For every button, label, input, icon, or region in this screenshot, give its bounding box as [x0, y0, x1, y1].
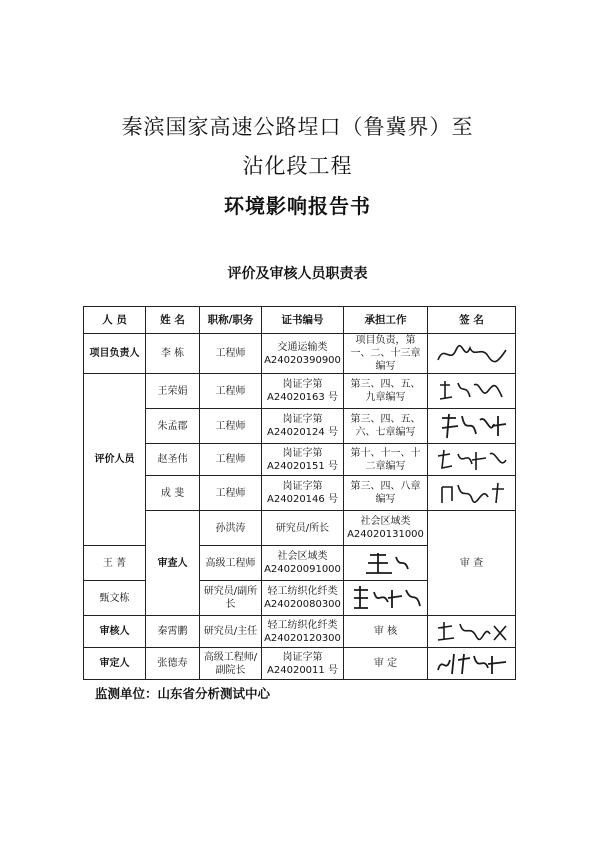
handwritten-signature	[432, 650, 512, 678]
person-title: 工程师	[200, 334, 262, 374]
person-name: 张德寿	[146, 648, 200, 680]
person-cert: 轻工纺织化纤类A24020120300	[262, 616, 344, 648]
person-cert: 岗证字第A24020011 号	[262, 648, 344, 680]
handwritten-signature	[432, 412, 512, 440]
table-row	[84, 444, 516, 476]
header-work: 承担工作	[344, 307, 428, 334]
signature-cell	[428, 444, 516, 476]
signature-cell	[344, 546, 428, 581]
person-title: 工程师	[200, 409, 262, 444]
person-cert: 岗证字第A24020151 号	[262, 444, 344, 476]
person-cert: 岗证字第A24020146 号	[262, 476, 344, 511]
handwritten-signature	[346, 549, 426, 577]
handwritten-signature	[432, 377, 512, 405]
person-name: 王荣娟	[146, 374, 200, 409]
person-title: 高级工程师/副院长	[200, 648, 262, 680]
role-reviewers: 审查人	[146, 511, 200, 616]
person-cert: 交通运输类A24020390900	[262, 334, 344, 374]
report-title-line1: 秦滨国家高速公路埕口（鲁冀界）至	[121, 115, 474, 139]
monitoring-unit: 监测单位：山东省分析测试中心	[95, 686, 271, 701]
person-title: 工程师	[200, 444, 262, 476]
role-project-lead: 项目负责人	[84, 334, 146, 374]
role-checker: 审核人	[84, 616, 146, 648]
person-work: 项目负责，第一、二、十三章编写	[344, 334, 428, 374]
signature-cell	[428, 476, 516, 511]
header-title: 职称/职务	[200, 307, 262, 334]
person-cert: 社会区域类A24020131000	[344, 511, 428, 546]
role-evaluators: 评价人员	[84, 374, 146, 546]
person-cert: 轻工纺织化纤类A24020080300	[262, 581, 344, 616]
person-name: 成 斐	[146, 476, 200, 511]
person-title: 高级工程师	[200, 546, 262, 581]
person-title: 研究员/主任	[200, 616, 262, 648]
person-work: 审 定	[344, 648, 428, 680]
person-title: 工程师	[200, 476, 262, 511]
handwritten-signature	[432, 618, 512, 646]
person-work: 第三、四、五、九章编写	[344, 374, 428, 409]
person-title: 工程师	[200, 374, 262, 409]
signature-cell	[428, 334, 516, 374]
person-cert: 岗证字第A24020163 号	[262, 374, 344, 409]
signature-cell	[344, 581, 428, 616]
person-title: 研究员/所长	[262, 511, 344, 546]
signature-cell	[428, 409, 516, 444]
person-work: 第十、十一、十二章编写	[344, 444, 428, 476]
table-row	[84, 511, 516, 546]
header-role: 人 员	[84, 307, 146, 334]
handwritten-signature	[346, 584, 426, 612]
table-row	[84, 374, 516, 409]
person-cert: 岗证字第A24020124 号	[262, 409, 344, 444]
report-title-line2: 沾化段工程	[242, 154, 353, 178]
role-approver: 审定人	[84, 648, 146, 680]
handwritten-signature	[432, 340, 512, 368]
person-name: 朱孟郡	[146, 409, 200, 444]
table-header-row	[84, 307, 516, 334]
person-work: 审 查	[428, 511, 516, 616]
person-name: 王 菁	[84, 546, 146, 581]
table-row	[84, 476, 516, 511]
header-name: 姓 名	[146, 307, 200, 334]
report-title-line3: 环境影响报告书	[224, 194, 371, 218]
handwritten-signature	[432, 446, 512, 474]
handwritten-signature	[432, 479, 512, 507]
table-row	[84, 409, 516, 444]
table-title: 评价及审核人员职责表	[227, 266, 368, 282]
signature-cell	[428, 616, 516, 648]
table-row	[84, 648, 516, 680]
person-cert: 社会区域类A24020091000	[262, 546, 344, 581]
person-name: 甄文栋	[84, 581, 146, 616]
signature-cell	[428, 374, 516, 409]
person-work: 第三、四、五、六、七章编写	[344, 409, 428, 444]
table-row	[84, 334, 516, 374]
table-row	[84, 616, 516, 648]
person-title: 研究员/副所长	[200, 581, 262, 616]
person-work: 第三、四、八章编写	[344, 476, 428, 511]
person-name: 赵圣伟	[146, 444, 200, 476]
person-name: 孙洪涛	[200, 511, 262, 546]
header-cert: 证书编号	[262, 307, 344, 334]
signature-cell	[428, 648, 516, 680]
person-name: 秦霄鹏	[146, 616, 200, 648]
person-name: 李 栋	[146, 334, 200, 374]
header-signature: 签 名	[428, 307, 516, 334]
person-work: 审 核	[344, 616, 428, 648]
staff-responsibility-table	[83, 306, 516, 680]
